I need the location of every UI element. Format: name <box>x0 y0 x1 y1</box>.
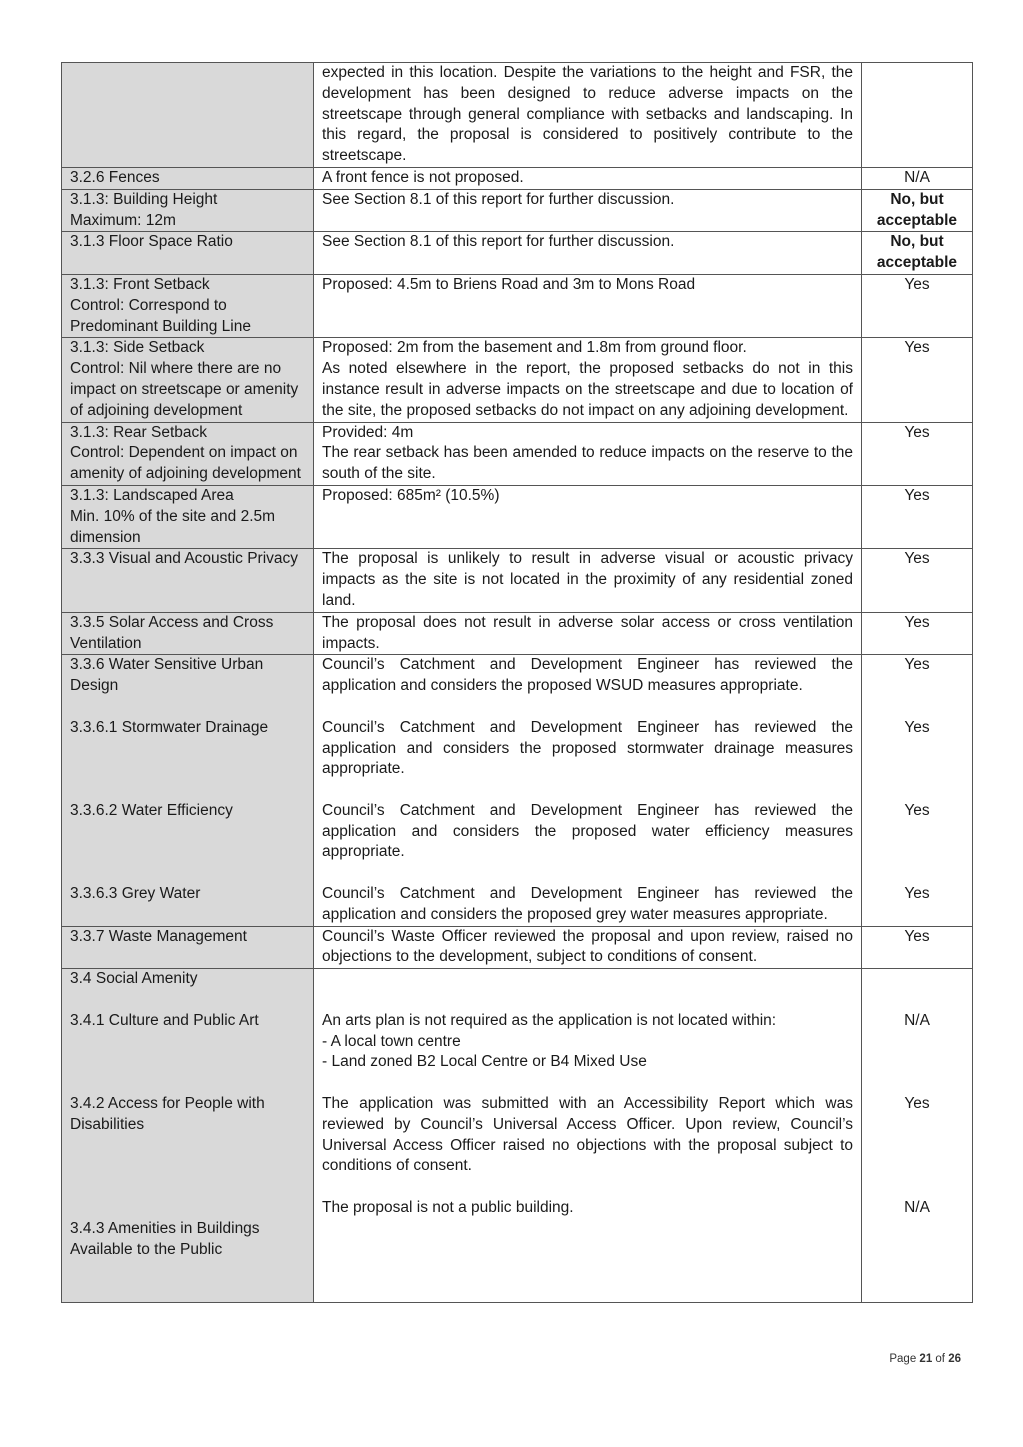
cell-paragraph: Maximum: 12m <box>70 211 176 229</box>
cell-paragraph: Yes <box>904 927 930 945</box>
cell-paragraph <box>70 63 305 84</box>
cell-paragraph: - Land zoned B2 Local Centre or B4 Mixed Use <box>322 1053 647 1071</box>
cell-paragraph: An arts plan is not required as the application is not located within: <box>322 1011 777 1029</box>
cell-paragraph: 3.3.6.3 Grey Water <box>70 885 201 903</box>
compliance-cell <box>862 63 973 168</box>
table-row <box>62 969 973 1303</box>
cell-paragraph: See Section 8.1 of this report for further discussion. <box>322 233 675 251</box>
compliance-cell <box>862 612 973 655</box>
comment-cell <box>314 63 862 168</box>
table-row <box>62 612 973 655</box>
compliance-cell <box>862 167 973 189</box>
cell-paragraph: 3.3.3 Visual and Acoustic Privacy <box>70 550 299 568</box>
cell-paragraph <box>870 1052 964 1073</box>
cell-paragraph: 3.3.6.2 Water Efficiency <box>70 801 233 819</box>
cell-paragraph <box>870 739 964 760</box>
cell-paragraph: Proposed: 2m from the basement and 1.8m from ground floor. <box>322 339 747 357</box>
cell-paragraph: 3.3.5 Solar Access and Cross Ventilation <box>70 613 274 652</box>
control-cell <box>62 655 314 926</box>
compliance-cell <box>862 232 973 275</box>
cell-paragraph <box>870 1032 964 1053</box>
cell-paragraph <box>870 990 964 1011</box>
table-row <box>62 655 973 926</box>
table-row <box>62 338 973 422</box>
cell-paragraph <box>870 1136 964 1157</box>
compliance-cell <box>862 549 973 612</box>
compliance-cell <box>862 655 973 926</box>
compliance-cell <box>862 926 973 969</box>
cell-paragraph: The rear setback has been amended to reduce impacts on the reserve to the south of the site. <box>322 444 853 483</box>
comment-cell <box>314 167 862 189</box>
cell-paragraph: N/A <box>904 1199 930 1217</box>
control-cell <box>62 338 314 422</box>
comment-cell <box>314 485 862 548</box>
control-cell <box>62 549 314 612</box>
cell-paragraph <box>870 863 964 884</box>
comment-cell <box>314 969 862 1303</box>
compliance-table <box>61 62 973 1303</box>
control-cell <box>62 969 314 1303</box>
comment-cell <box>314 612 862 655</box>
cell-paragraph: Council’s Waste Officer reviewed the proposal and upon review, raised no objections to the development, subject to conditions of consent. <box>322 927 853 966</box>
cell-paragraph: Yes <box>904 550 930 568</box>
table-row <box>62 422 973 485</box>
cell-paragraph: 3.3.7 Waste Management <box>70 927 247 945</box>
cell-paragraph: The proposal is not a public building. <box>322 1199 574 1217</box>
footer-of: of <box>932 1353 949 1365</box>
compliance-cell <box>862 485 973 548</box>
cell-paragraph: Control: Correspond to Predominant Building Line <box>70 296 251 335</box>
cell-paragraph: Control: Nil where there are no impact on streetscape or amenity of adjoining development <box>70 360 299 419</box>
cell-paragraph: 3.1.3: Side Setback <box>70 339 205 357</box>
cell-paragraph <box>70 990 305 1011</box>
cell-paragraph <box>70 1281 305 1302</box>
cell-paragraph <box>70 1136 305 1157</box>
page-footer <box>889 1353 961 1365</box>
compliance-cell <box>862 338 973 422</box>
cell-paragraph: A front fence is not proposed. <box>322 168 524 186</box>
cell-paragraph <box>870 697 964 718</box>
cell-paragraph: Yes <box>904 275 930 293</box>
control-cell <box>62 167 314 189</box>
cell-paragraph: The proposal is unlikely to result in adverse visual or acoustic privacy impacts as the site is not located in the proximity of any residential zoned land. <box>322 550 853 609</box>
compliance-table-body <box>62 63 973 1303</box>
cell-paragraph <box>70 780 305 801</box>
cell-paragraph <box>70 1052 305 1073</box>
cell-paragraph: 3.4.1 Culture and Public Art <box>70 1011 259 1029</box>
cell-paragraph: Yes <box>904 718 930 736</box>
table-row <box>62 167 973 189</box>
table-row <box>62 274 973 337</box>
cell-paragraph: Council’s Catchment and Development Engineer has reviewed the application and considers the proposed stormwater drainage measures appropriate. <box>322 718 853 778</box>
cell-paragraph: Yes <box>904 656 930 674</box>
cell-paragraph <box>70 759 305 780</box>
control-cell <box>62 612 314 655</box>
control-cell <box>62 63 314 168</box>
cell-paragraph: Council’s Catchment and Development Engineer has reviewed the application and considers the proposed WSUD measures appropriate. <box>322 656 853 695</box>
cell-paragraph: Council’s Catchment and Development Engineer has reviewed the application and considers the proposed grey water measures appropriate. <box>322 885 853 923</box>
cell-paragraph <box>870 1073 964 1094</box>
comment-cell <box>314 189 862 232</box>
cell-paragraph: Min. 10% of the site and 2.5m dimension <box>70 507 276 546</box>
comment-cell <box>314 338 862 422</box>
cell-paragraph: As noted elsewhere in the report, the proposed setbacks do not in this instance result in adverse impacts on the streetscape and due to location of the site, the proposed setbacks do not impact on any adjoining development. <box>322 360 853 419</box>
cell-paragraph: Provided: 4m <box>322 423 414 441</box>
cell-paragraph: Council’s Catchment and Development Engineer has reviewed the application and considers the proposed water efficiency measures appropriate. <box>322 801 853 861</box>
cell-paragraph: No, but acceptable <box>876 233 958 272</box>
cell-paragraph: Yes <box>904 801 930 819</box>
cell-paragraph <box>322 863 853 884</box>
cell-paragraph <box>322 969 853 990</box>
cell-paragraph: N/A <box>904 1011 930 1029</box>
cell-paragraph: No, but acceptable <box>876 190 958 229</box>
cell-paragraph: Yes <box>904 613 930 631</box>
table-row <box>62 189 973 232</box>
table-row <box>62 549 973 612</box>
cell-paragraph: expected in this location. Despite the variations to the height and FSR, the development has been designed to reduce adverse impacts on the streetscape through general compliance with setbacks and landscaping. In this regard, the proposal is considered to positively contribute to the streetscape. <box>322 64 853 165</box>
cell-paragraph <box>870 759 964 780</box>
cell-paragraph <box>70 822 305 843</box>
table-row <box>62 485 973 548</box>
cell-paragraph <box>322 780 853 801</box>
cell-paragraph: 3.3.6.1 Stormwater Drainage <box>70 718 269 736</box>
cell-paragraph: 3.4.3 Amenities in Buildings Available to the Public <box>70 1219 260 1258</box>
cell-paragraph <box>870 842 964 863</box>
comment-cell <box>314 549 862 612</box>
cell-paragraph <box>322 990 853 1011</box>
comment-cell <box>314 655 862 926</box>
cell-paragraph: Yes <box>904 423 930 441</box>
table-row <box>62 63 973 168</box>
cell-paragraph: Yes <box>904 339 930 357</box>
cell-paragraph: The application was submitted with an Accessibility Report which was reviewed by Council’s Universal Access Officer. Upon review, Council’s Universal Access Officer raised no objections with the proposal subject to conditions of consent. <box>322 1095 853 1175</box>
comment-cell <box>314 926 862 969</box>
cell-paragraph: Yes <box>904 486 930 504</box>
table-row <box>62 232 973 275</box>
cell-paragraph: The proposal does not result in adverse solar access or cross ventilation impacts. <box>322 613 853 652</box>
control-cell <box>62 232 314 275</box>
cell-paragraph <box>70 842 305 863</box>
cell-paragraph: N/A <box>904 168 930 186</box>
control-cell <box>62 422 314 485</box>
cell-paragraph <box>870 1177 964 1198</box>
cell-paragraph: - A local town centre <box>322 1032 461 1050</box>
control-cell <box>62 485 314 548</box>
cell-paragraph <box>70 697 305 718</box>
cell-paragraph <box>322 1177 853 1198</box>
cell-paragraph: 3.3.6 Water Sensitive Urban Design <box>70 656 264 695</box>
cell-paragraph <box>870 63 964 84</box>
cell-paragraph <box>70 1032 305 1053</box>
control-cell <box>62 274 314 337</box>
cell-paragraph: 3.1.3: Rear Setback <box>70 423 207 441</box>
cell-paragraph: Proposed: 685m² (10.5%) <box>322 486 500 504</box>
cell-paragraph: Yes <box>904 1095 930 1113</box>
comment-cell <box>314 274 862 337</box>
cell-paragraph: 3.4.2 Access for People with Disabilities <box>70 1095 265 1133</box>
cell-paragraph: Proposed: 4.5m to Briens Road and 3m to Mons Road <box>322 275 696 293</box>
cell-paragraph <box>870 969 964 990</box>
cell-paragraph <box>870 676 964 697</box>
cell-paragraph <box>70 1073 305 1094</box>
footer-prefix: Page <box>889 1353 920 1365</box>
cell-paragraph <box>70 1198 305 1219</box>
cell-paragraph: 3.1.3: Front Setback <box>70 275 210 293</box>
compliance-cell <box>862 189 973 232</box>
cell-paragraph: 3.1.3: Building Height <box>70 190 218 208</box>
cell-paragraph: 3.4 Social Amenity <box>70 970 198 988</box>
cell-paragraph <box>870 822 964 843</box>
comment-cell <box>314 422 862 485</box>
cell-paragraph <box>70 863 305 884</box>
compliance-cell <box>862 969 973 1303</box>
cell-paragraph: 3.2.6 Fences <box>70 168 160 186</box>
cell-paragraph <box>870 1156 964 1177</box>
cell-paragraph <box>70 1177 305 1198</box>
cell-paragraph <box>70 739 305 760</box>
cell-paragraph: 3.1.3: Landscaped Area <box>70 486 234 504</box>
cell-paragraph: Control: Dependent on impact on amenity of adjoining development <box>70 444 301 483</box>
table-row <box>62 926 973 969</box>
cell-paragraph <box>870 780 964 801</box>
cell-paragraph <box>870 1115 964 1136</box>
current-page-number: 21 <box>919 1353 933 1365</box>
comment-cell <box>314 232 862 275</box>
cell-paragraph <box>322 697 853 718</box>
control-cell <box>62 189 314 232</box>
cell-paragraph: Yes <box>904 885 930 903</box>
cell-paragraph <box>70 1260 305 1281</box>
cell-paragraph: See Section 8.1 of this report for further discussion. <box>322 190 675 208</box>
cell-paragraph <box>70 1156 305 1177</box>
compliance-cell <box>862 422 973 485</box>
compliance-cell <box>862 274 973 337</box>
cell-paragraph: 3.1.3 Floor Space Ratio <box>70 233 233 251</box>
total-pages-number: 26 <box>948 1353 961 1365</box>
control-cell <box>62 926 314 969</box>
cell-paragraph <box>322 1073 853 1094</box>
